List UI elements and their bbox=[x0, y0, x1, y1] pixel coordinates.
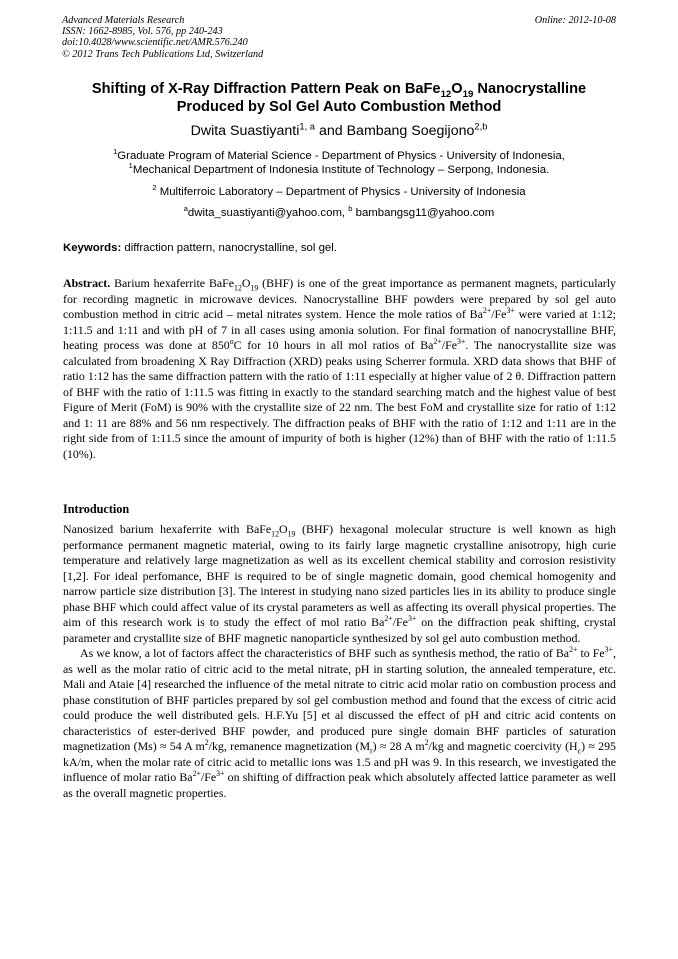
paper-title: Shifting of X-Ray Diffraction Pattern Peak on $BaFe_{12}O_{19}$ Nanocrystalline Produced by Sol Gel Auto Combustion Method bbox=[91, 81, 587, 115]
keywords-text: diffraction pattern, nanocrystalline, sol gel. bbox=[121, 242, 337, 254]
online-date: Online: 2012-10-08 bbox=[534, 15, 616, 26]
author-2: Bambang Soegijono bbox=[346, 123, 475, 139]
email-link-b[interactable]: bambangsg11@yahoo.com bbox=[352, 207, 495, 219]
journal-doi: doi:10.4028/www.scientific.net/AMR.576.240 bbox=[62, 37, 248, 49]
paper-authors: Dwita Suastiyanti$^{1, a}$ and Bambang Soegijono$^{2,b}$ bbox=[190, 121, 488, 139]
affiliation-2: $^2$ Multiferroic Laboratory – Department of Physics - University of Indonesia bbox=[152, 183, 526, 198]
affiliation-1: $^1$Graduate Program of Material Science - Department of Physics - University of Indonesia, $^1$Mechanical Department of Indonesia Institute of Technology – Serpong, Indonesia. bbox=[113, 147, 565, 176]
abstract-label: Abstract. bbox=[63, 276, 111, 290]
journal-name: Advanced Materials Research bbox=[62, 15, 185, 26]
keywords bbox=[63, 241, 616, 255]
intro-paragraph-1: Nanosized barium hexaferrite with $BaFe_{12}O_{19}$ (BHF) hexagonal molecular structure is well known as high performance permanent magnetic material, owing to its fairly large magnetic crystalline anisotropy, high curie temperature and relatively large magnetization as well as its excellent chemical stability and corrosion resistivity [1,2]. For ideal perfomance, BHF is required to be of single magnetic domain, good chemical homogenity and narrow particle size distribution [3]. The interest in studying nano sized particles lies in its ability to produce single phase BHF which could affect value of its crystal parameters as well as affecting its overall physical properties. The aim of this research work is to study the effect of mol ratio $Ba^{2+}/Fe^{3+}$ on the diffraction peak shifting, crystal parameter and crystallite size of BHF magnetic nanoparticle synthesized by sol gel auto combustion method. bbox=[63, 522, 617, 645]
journal-issn: ISSN: 1662-8985, Vol. 576, pp 240-243 bbox=[62, 26, 223, 38]
abstract: Abstract. Barium hexaferrite $BaFe_{12}O_{19}$ (BHF) is one of the great importance as permanent magnets, particularly for recording magnetic in microwave devices. Nanocrystalline BHF powders were prepared by sol gel auto combustion method in citric acid – metal nitrates system. Hence the mole ratios of $Ba^{2+}/Fe^{3+}$ were varied at 1:12; 1:11.5 and 1:11 and with pH of 7 in all cases using amonia solution. For final formation of nanocrystalline BHF, heating process was done at 850$^o$C for 10 hours in all mol ratios of $Ba^{2+}/Fe^{3+}$. The nanocrystallite size was calculated from broadening X Ray Diffraction (XRD) peaks using Scherrer formula. XRD data shows that BHF of ratio 1:12 has the same diffraction pattern with the ratio of 1:11 especially at higher value of 2 θ. Diffraction pattern of BHF with the ratio of 1:11.5 was fitting in exactly to the standard searching match and the highest value of best Figure of Merit (FoM) is 90% with the crystallite size of 22 nm. The best FoM and crystallite size for ratio of 1:12 and 1: 11 are 88% and 56 nm respectively. The diffraction peaks of BHF with the ratio of 1:12 and 1:11 are in the right side from of 1:11.5 since the amount of impurity of both is higher (12%) than of BHF with the ratio of 1:11.5 (10%). bbox=[63, 276, 616, 461]
journal-header bbox=[62, 15, 616, 60]
journal-copyright: © 2012 Trans Tech Publications Ltd, Switzerland bbox=[62, 48, 264, 60]
email-link-a[interactable]: dwita_suastiyanti@yahoo.com, bbox=[187, 207, 349, 219]
intro-paragraph-2: As we know, a lot of factors affect the characteristics of BHF such as synthesis method, the ratio of $Ba^{2+}$ to $Fe^{3+}$, as well as the molar ratio of citric acid to the metal nitrate, pH in starting solution, the annealed temperature, etc. Mali and Ataie [4] researched the influence of the metal nitrate to citric acid molar ratio on combustion process and phase constitution of BHF particles prepared by sol gel combustion method and found that the excess of citric acid could produce the well distributed gels. H.F.Yu [5] et al discussed the effect of pH and citric acid contents on characteristics of ester-derived BHF powder, and produced pure single domain BHF particles of saturation magnetization (Ms) ≈ 54 A $m^2/kg$, remanence magnetization $(M_r) \approx 28$ A $m^2/kg$ and magnetic coercivity $(H_c) \approx 295$ kA/m, when the molar rate of citric acid to metallic ions was 1.5 and pH was 9. In this research, we investigated the influence of molar ratio $Ba^{2+}/Fe^{3+}$ on shifting of diffraction peak which absolutely affected lattice parameter as well as the overall magnetic properties. bbox=[63, 645, 617, 800]
keywords-label: Keywords: bbox=[63, 242, 122, 254]
author-1: Dwita Suastiyanti bbox=[190, 123, 300, 139]
introduction-heading: Introduction bbox=[63, 502, 130, 516]
introduction-body bbox=[63, 522, 616, 801]
author-emails: $^a$dwita_suastiyanti@yahoo.com, $^b$ bambangsg11@yahoo.com bbox=[183, 204, 495, 219]
